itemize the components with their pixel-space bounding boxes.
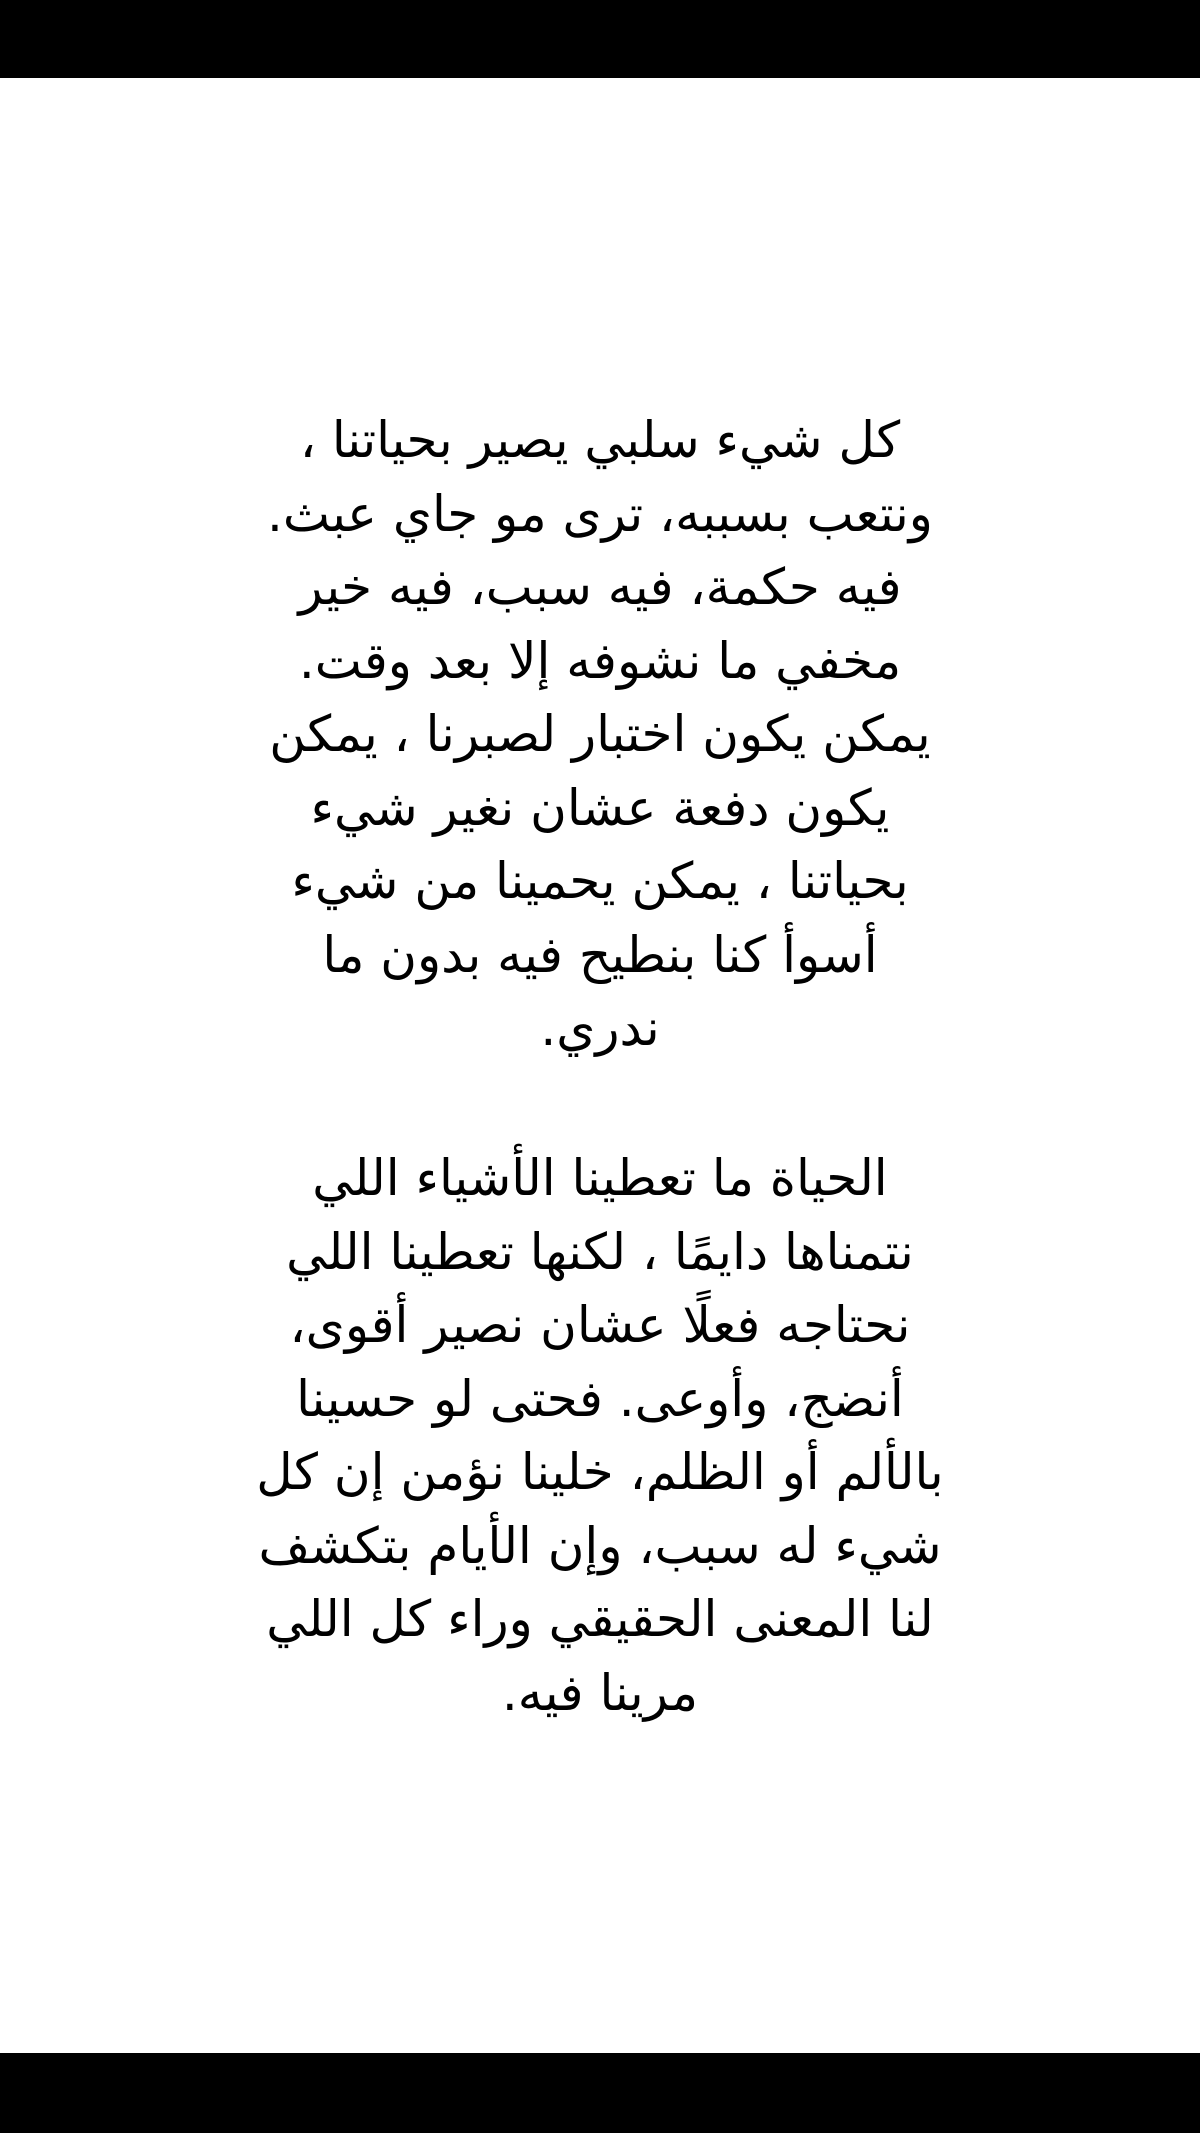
paragraph-line: ندري. xyxy=(540,999,660,1057)
top-black-bar xyxy=(0,0,1200,78)
paragraph-line: أسوأ كنا بنطيح فيه بدون ما xyxy=(322,925,878,984)
paragraph-line: بالألم أو الظلم، خلينا نؤمن إن كل xyxy=(256,1443,944,1501)
paragraph-2 xyxy=(0,1142,1200,1730)
paragraph-line: يمكن يكون اختبار لصبرنا ، يمكن xyxy=(269,705,931,763)
paragraph-line: ونتعب بسببه، ترى مو جاي عبث. xyxy=(267,484,933,543)
paragraph-line: بحياتنا ، يمكن يحمينا من شيء xyxy=(291,852,909,910)
paragraph-1 xyxy=(0,404,1200,1066)
paragraph-line: مرينا فيه. xyxy=(501,1663,699,1722)
paragraph-line: كل شيء سلبي يصير بحياتنا ، xyxy=(299,411,901,469)
paragraph-line: شيء له سبب، وإن الأيام بتكشف xyxy=(258,1516,942,1575)
paragraph-line: الحياة ما تعطينا الأشياء اللي xyxy=(312,1149,888,1207)
paragraph-line: أنضج، وأوعى. فحتى لو حسينا xyxy=(296,1369,904,1428)
paragraph-line: نتمناها دايمًا ، لكنها تعطينا اللي xyxy=(286,1222,914,1281)
paragraph-line: مخفي ما نشوفه إلا بعد وقت. xyxy=(298,631,902,690)
bottom-black-bar xyxy=(0,2053,1200,2133)
paragraph-line: يكون دفعة عشان نغير شيء xyxy=(310,778,890,837)
paragraph-line: نحتاجه فعلًا عشان نصير أقوى، xyxy=(289,1296,911,1354)
paragraph-line: فيه حكمة، فيه سبب، فيه خير xyxy=(298,558,902,616)
paragraph-line: لنا المعنى الحقيقي وراء كل اللي xyxy=(266,1590,934,1648)
